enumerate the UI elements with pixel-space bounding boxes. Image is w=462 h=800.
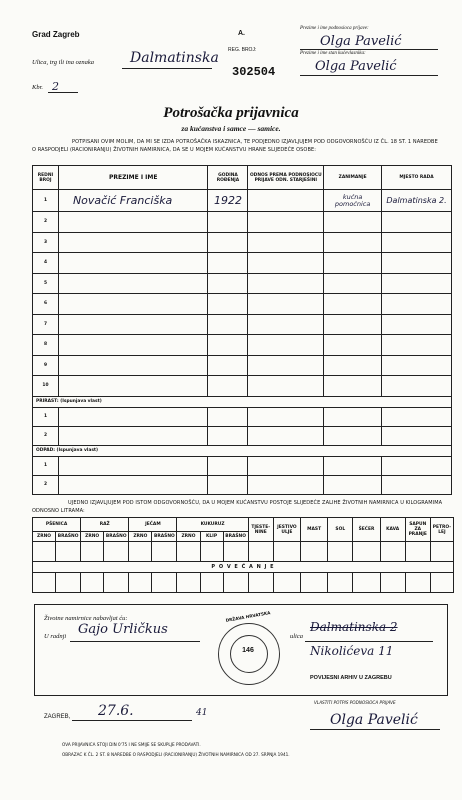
table-row: [33, 314, 452, 335]
row-occupation: kućna pomoćnica: [324, 190, 382, 212]
shop-underline: [70, 641, 200, 642]
row-number: 1: [33, 190, 59, 212]
street-value: Dalmatinska: [130, 50, 219, 66]
intro-text: POTPISANI OVIM MOLIM, DA MI SE IZDA POTROŠAČKA ISKAZNICA, TE PODJEDNO IZJAVLJUJEM POD ODGOVORNOŠĆU IZ ČL. 18 ST. 1 NAREDBE O RASPODJELI (RACIONIRANJU) ŽIVOTNIH NAMIRNICA, DA SE U MOJEM KUĆANSTVU HRANE SLIJEDEĆE OSOBE:: [32, 139, 438, 153]
row-relation: [248, 190, 324, 212]
street-underline: [305, 641, 433, 642]
applicant-label: Prezime i ime podnosioca prijave:: [300, 26, 369, 31]
table-row: [33, 475, 452, 494]
date-underline: [72, 720, 192, 721]
stock-sub-grain: ZRNO: [33, 532, 56, 542]
table-row: [33, 212, 452, 233]
stock-sub-grain: ZRNO: [177, 532, 200, 542]
owner-value: Olga Pavelić: [315, 59, 397, 74]
stamp-inner-ring: [230, 635, 268, 673]
shop-street-old: Dalmatinska 2: [310, 620, 398, 634]
table-row: [33, 232, 452, 253]
archive-label: POVIJESNI ARHIV U ZAGREBU: [310, 675, 392, 681]
footer-regulation-note: OBRAZAC K ČL. 2 ST. 8 NAREDBE O RASPODJELI (RACIONIRANJU) ŽIVOTNIH NAMIRNICA OD 27. SRPNJA 1941.: [62, 752, 290, 757]
shop-street-prefix: ulica: [290, 633, 303, 640]
signature-value: Olga Pavelić: [330, 712, 418, 728]
col-header-no: REDNI BROJ: [33, 166, 59, 190]
reg-label: REG. BROJ:: [228, 47, 257, 53]
stock-head-soap: SAPUN ZA PRANJE: [405, 518, 430, 542]
stock-text: UJEDNO IZJAVLJUJEM POD ISTOM ODGOVORNOŠĆU, DA U MOJEM KUĆANSTVU POSTOJE SLIJEDEĆE ZALIHE ŽIVOTNIH NAMIRNICA U KILOGRAMIMA ODNOSNO LITRAMA:: [32, 500, 443, 514]
prirast-label: PRIRAST: (Ispunjava vlast): [33, 396, 452, 407]
house-value: 2: [52, 80, 59, 93]
table-row: [33, 376, 452, 397]
date-day: 27.6.: [98, 703, 134, 719]
row-number: 7: [33, 314, 59, 335]
row-number: 3: [33, 232, 59, 253]
stock-head-barley: JEČAM: [129, 518, 177, 532]
row-number: 6: [33, 294, 59, 315]
row-number: 2: [33, 212, 59, 233]
stock-head-coffee: KAVA: [380, 518, 405, 542]
table-row: [33, 426, 452, 445]
owner-label: Prezime i ime stan kućevlasnika:: [300, 51, 366, 56]
col-header-name: PREZIME I IME: [58, 166, 208, 190]
stock-row: [33, 542, 454, 562]
table-row: [33, 355, 452, 376]
stock-head-sugar: ŠEĆER: [353, 518, 380, 542]
shop-intro-label: Životne namirnice nabavljat ću:: [44, 615, 128, 622]
house-underline: [48, 92, 78, 93]
footer-price-note: OVA PRIJAVNICA STOJI DIN 0'75 I NE SMIJE SE SKUPLJE PRODAVATI.: [62, 742, 201, 747]
row-number: 2: [33, 426, 59, 445]
table-row: [33, 407, 452, 426]
stock-head-oil: JESTIVO ULJE: [273, 518, 300, 542]
row-number: 1: [33, 407, 59, 426]
stock-head-pasta: TJESTE-NINE: [248, 518, 273, 542]
row-number: 4: [33, 253, 59, 274]
stock-table: [32, 517, 454, 593]
persons-table: [32, 165, 452, 495]
shop-prefix: U radnji: [44, 633, 67, 640]
applicant-underline: [300, 49, 438, 50]
form-letter: A.: [238, 30, 245, 37]
table-row: [33, 253, 452, 274]
row-number: 1: [33, 456, 59, 475]
row-number: 2: [33, 475, 59, 494]
form-subtitle: za kućanstva i samce — samice.: [181, 124, 281, 133]
stock-sub-cob: KLIP: [200, 532, 223, 542]
table-row: [33, 456, 452, 475]
col-header-workplace: MJESTO RADA: [382, 166, 452, 190]
row-number: 5: [33, 273, 59, 294]
stock-head-wheat: PŠENICA: [33, 518, 81, 532]
stock-head-corn: KUKURUZ: [177, 518, 248, 532]
form-title: Potrošačka prijavnica: [163, 105, 299, 121]
stock-sub-grain: ZRNO: [81, 532, 104, 542]
stamp-text: DRŽAVA HRVATSKA: [225, 610, 271, 623]
col-header-occupation: ZANIMANJE: [324, 166, 382, 190]
owner-underline: [300, 75, 438, 76]
table-row: [33, 273, 452, 294]
col-header-year: GODINA ROĐENJA: [208, 166, 248, 190]
stock-sub-flour: BRAŠNO: [56, 532, 81, 542]
row-number: 8: [33, 335, 59, 356]
col-header-relation: ODNOS PREMA PODNOSIOCU PRIJAVE ODN. STARJEŠINI: [248, 166, 324, 190]
row-year: 1922: [208, 190, 248, 212]
stock-row: [33, 573, 454, 593]
stock-head-rye: RAŽ: [81, 518, 129, 532]
stock-head-salt: SOL: [328, 518, 353, 542]
stock-head-fat: MAST: [301, 518, 328, 542]
house-label: Kbr.: [32, 84, 44, 91]
odpad-label: ODPAD: (Ispunjava vlast): [33, 445, 452, 456]
table-row: [33, 335, 452, 356]
applicant-value: Olga Pavelić: [320, 34, 402, 49]
increase-label: P O V E Ć A N J E: [33, 562, 454, 573]
stock-sub-grain: ZRNO: [129, 532, 152, 542]
table-row: [33, 294, 452, 315]
shop-value: Gajo Urličkus: [78, 622, 168, 637]
signature-label: VLASTITI POTPIS PODNOSIOCA PRIJAVE: [314, 700, 396, 705]
stock-sub-flour: BRAŠNO: [104, 532, 129, 542]
table-row: [33, 190, 452, 212]
street-label: Ulica, trg ili ina oznaka: [32, 59, 95, 66]
stock-sub-flour: BRAŠNO: [223, 532, 248, 542]
signature-underline: [310, 729, 440, 730]
stock-sub-flour: BRAŠNO: [152, 532, 177, 542]
reg-number: 302504: [232, 65, 276, 79]
row-workplace: Dalmatinska 2.: [382, 190, 452, 212]
row-name: Novačić Franciška: [58, 190, 208, 212]
stock-head-petroleum: PETRO-LEJ: [430, 518, 453, 542]
row-number: 10: [33, 376, 59, 397]
place-label: ZAGREB,: [44, 714, 71, 720]
street-underline: [122, 68, 212, 69]
shop-street-new: Nikolićeva 11: [310, 644, 394, 658]
stamp-number: 146: [242, 647, 254, 654]
date-year: 41: [196, 708, 208, 718]
row-number: 9: [33, 355, 59, 376]
city-label: Grad Zagreb: [32, 30, 80, 39]
